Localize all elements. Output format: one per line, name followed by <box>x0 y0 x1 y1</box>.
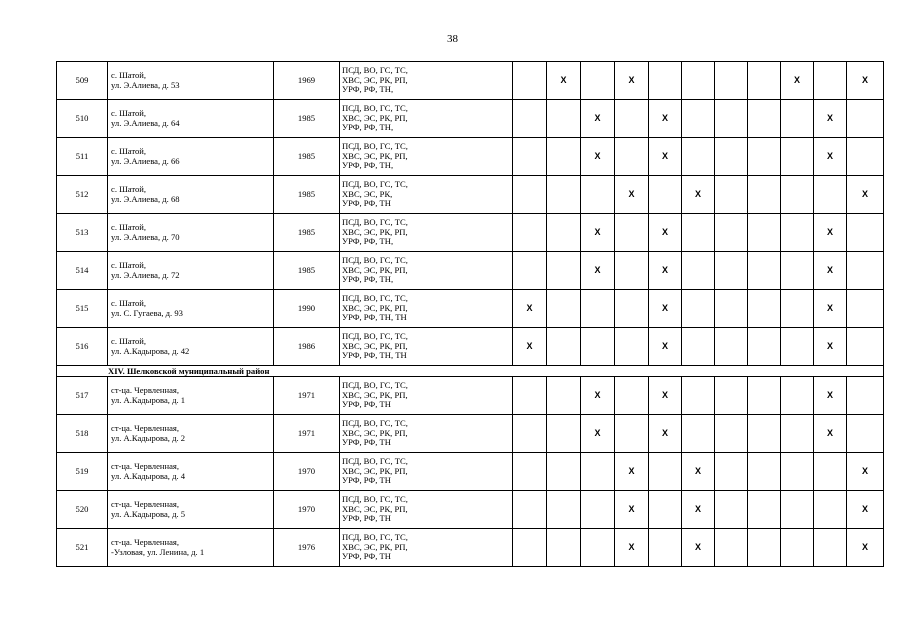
mark-empty <box>781 252 814 290</box>
mark-x: X <box>615 453 649 491</box>
table-row <box>57 328 884 366</box>
mark-empty <box>748 138 781 176</box>
mark-x: X <box>615 491 649 529</box>
mark-empty <box>615 415 649 453</box>
mark-empty <box>781 100 814 138</box>
works-line: ХВС, ЭС, РК, РП, <box>342 340 408 351</box>
row-number: 514 <box>57 252 108 290</box>
row-number: 511 <box>57 138 108 176</box>
mark-empty <box>615 100 649 138</box>
mark-empty <box>814 491 847 529</box>
works-line: ПСД, ВО, ГС, ТС, <box>342 255 408 266</box>
mark-empty <box>814 529 847 567</box>
row-number: 518 <box>57 415 108 453</box>
works-cell <box>340 214 513 252</box>
works-line: ПСД, ВО, ГС, ТС, <box>342 65 408 76</box>
mark-x: X <box>847 529 884 567</box>
address-line: ул. А.Кадырова, д. 1 <box>111 394 186 405</box>
mark-empty <box>547 100 581 138</box>
address-line: ст-ца. Червленная, <box>111 422 179 433</box>
works-line: ПСД, ВО, ГС, ТС, <box>342 331 408 342</box>
mark-empty <box>748 100 781 138</box>
mark-empty <box>781 529 814 567</box>
row-number: 521 <box>57 529 108 567</box>
mark-empty <box>715 290 748 328</box>
mark-empty <box>748 328 781 366</box>
mark-empty <box>581 176 615 214</box>
year-cell: 1985 <box>274 214 340 252</box>
mark-empty <box>615 377 649 415</box>
mark-empty <box>748 529 781 567</box>
row-number: 516 <box>57 328 108 366</box>
works-line: ПСД, ВО, ГС, ТС, <box>342 380 408 391</box>
mark-empty <box>547 415 581 453</box>
mark-x: X <box>682 491 715 529</box>
works-line: ПСД, ВО, ГС, ТС, <box>342 217 408 228</box>
mark-empty <box>814 176 847 214</box>
row-number: 517 <box>57 377 108 415</box>
address-line: с. Шатой, <box>111 335 147 346</box>
address-cell <box>108 252 274 290</box>
year-cell: 1985 <box>274 176 340 214</box>
mark-x: X <box>814 214 847 252</box>
mark-empty <box>748 176 781 214</box>
year-cell: 1976 <box>274 529 340 567</box>
mark-x: X <box>814 252 847 290</box>
address-cell <box>108 328 274 366</box>
mark-empty <box>814 62 847 100</box>
mark-empty <box>615 328 649 366</box>
registry-table <box>56 61 884 567</box>
mark-empty <box>649 176 682 214</box>
mark-x: X <box>814 290 847 328</box>
year-cell: 1985 <box>274 100 340 138</box>
address-line: ул. А.Кадырова, д. 42 <box>111 345 190 356</box>
mark-x: X <box>814 415 847 453</box>
mark-empty <box>513 529 547 567</box>
address-line: с. Шатой, <box>111 69 147 80</box>
mark-empty <box>781 453 814 491</box>
mark-x: X <box>581 100 615 138</box>
works-line: УРФ, РФ, ТН, <box>342 122 394 133</box>
mark-empty <box>513 176 547 214</box>
mark-empty <box>814 453 847 491</box>
mark-empty <box>781 491 814 529</box>
row-number: 513 <box>57 214 108 252</box>
mark-empty <box>547 176 581 214</box>
works-line: ХВС, ЭС, РК, РП, <box>342 150 408 161</box>
address-line: ул. Э.Алиева, д. 53 <box>111 79 180 90</box>
mark-empty <box>715 453 748 491</box>
table-row <box>57 138 884 176</box>
works-line: ХВС, ЭС, РК, РП, <box>342 541 408 552</box>
mark-empty <box>781 214 814 252</box>
address-cell <box>108 214 274 252</box>
mark-empty <box>715 62 748 100</box>
address-line: ул. Э.Алиева, д. 72 <box>111 269 180 280</box>
table-row <box>57 100 884 138</box>
mark-empty <box>682 377 715 415</box>
mark-x: X <box>682 453 715 491</box>
mark-empty <box>847 377 884 415</box>
mark-empty <box>781 377 814 415</box>
address-line: ул. А.Кадырова, д. 4 <box>111 470 186 481</box>
works-cell <box>340 491 513 529</box>
address-line: ул. Э.Алиева, д. 64 <box>111 117 180 128</box>
works-cell <box>340 252 513 290</box>
works-line: УРФ, РФ, ТН, <box>342 84 394 95</box>
mark-empty <box>847 214 884 252</box>
address-line: ул. Э.Алиева, д. 70 <box>111 231 180 242</box>
address-line: ул. Э.Алиева, д. 68 <box>111 193 180 204</box>
mark-empty <box>682 62 715 100</box>
works-cell <box>340 176 513 214</box>
mark-empty <box>682 214 715 252</box>
address-cell <box>108 453 274 491</box>
works-line: ПСД, ВО, ГС, ТС, <box>342 179 408 190</box>
mark-empty <box>547 328 581 366</box>
works-line: ХВС, ЭС, РК, РП, <box>342 389 408 400</box>
address-line: ст-ца. Червленная, <box>111 498 179 509</box>
mark-empty <box>649 62 682 100</box>
works-line: УРФ, РФ, ТН <box>342 198 391 209</box>
address-cell <box>108 415 274 453</box>
table-row <box>57 62 884 100</box>
mark-empty <box>715 252 748 290</box>
mark-empty <box>682 100 715 138</box>
row-number: 509 <box>57 62 108 100</box>
year-cell: 1971 <box>274 415 340 453</box>
works-cell <box>340 453 513 491</box>
address-line: ул. С. Гугаева, д. 93 <box>111 307 183 318</box>
works-cell <box>340 377 513 415</box>
table-row <box>57 252 884 290</box>
mark-empty <box>581 491 615 529</box>
mark-empty <box>715 415 748 453</box>
mark-empty <box>682 290 715 328</box>
address-line: с. Шатой, <box>111 183 147 194</box>
mark-empty <box>547 290 581 328</box>
mark-empty <box>748 252 781 290</box>
address-cell <box>108 138 274 176</box>
mark-x: X <box>513 290 547 328</box>
mark-x: X <box>615 62 649 100</box>
table-row <box>57 377 884 415</box>
works-line: ПСД, ВО, ГС, ТС, <box>342 293 408 304</box>
mark-empty <box>748 214 781 252</box>
works-cell <box>340 62 513 100</box>
mark-empty <box>715 176 748 214</box>
mark-empty <box>649 529 682 567</box>
mark-empty <box>513 214 547 252</box>
works-cell <box>340 415 513 453</box>
works-cell <box>340 328 513 366</box>
mark-empty <box>615 138 649 176</box>
mark-empty <box>715 377 748 415</box>
section-header-row <box>57 366 884 377</box>
table-row <box>57 453 884 491</box>
mark-x: X <box>847 491 884 529</box>
year-cell: 1985 <box>274 138 340 176</box>
mark-x: X <box>615 176 649 214</box>
works-line: УРФ, РФ, ТН, <box>342 160 394 171</box>
works-line: ХВС, ЭС, РК, <box>342 188 393 199</box>
table-row <box>57 529 884 567</box>
mark-empty <box>748 491 781 529</box>
works-line: УРФ, РФ, ТН <box>342 399 391 410</box>
mark-x: X <box>581 377 615 415</box>
works-line: ХВС, ЭС, РК, РП, <box>342 112 408 123</box>
mark-x: X <box>814 100 847 138</box>
mark-x: X <box>649 214 682 252</box>
mark-x: X <box>513 328 547 366</box>
mark-empty <box>682 138 715 176</box>
mark-x: X <box>781 62 814 100</box>
works-cell <box>340 100 513 138</box>
row-number: 510 <box>57 100 108 138</box>
address-cell <box>108 62 274 100</box>
address-line: с. Шатой, <box>111 221 147 232</box>
mark-x: X <box>814 377 847 415</box>
mark-x: X <box>649 328 682 366</box>
mark-x: X <box>649 415 682 453</box>
mark-empty <box>513 138 547 176</box>
mark-empty <box>547 453 581 491</box>
address-line: с. Шатой, <box>111 145 147 156</box>
mark-x: X <box>581 138 615 176</box>
works-line: ХВС, ЭС, РК, РП, <box>342 226 408 237</box>
mark-empty <box>781 138 814 176</box>
address-line: с. Шатой, <box>111 259 147 270</box>
mark-empty <box>581 453 615 491</box>
works-line: УРФ, РФ, ТН <box>342 551 391 562</box>
works-line: ХВС, ЭС, РК, РП, <box>342 427 408 438</box>
works-line: ХВС, ЭС, РК, РП, <box>342 74 408 85</box>
mark-empty <box>715 214 748 252</box>
mark-empty <box>547 214 581 252</box>
address-line: ул. А.Кадырова, д. 2 <box>111 432 186 443</box>
address-line: с. Шатой, <box>111 297 147 308</box>
mark-empty <box>715 529 748 567</box>
mark-empty <box>547 252 581 290</box>
address-cell <box>108 100 274 138</box>
row-number: 512 <box>57 176 108 214</box>
mark-empty <box>847 138 884 176</box>
works-cell <box>340 529 513 567</box>
year-cell: 1990 <box>274 290 340 328</box>
row-number: 515 <box>57 290 108 328</box>
row-number: 519 <box>57 453 108 491</box>
address-cell <box>108 290 274 328</box>
works-line: ПСД, ВО, ГС, ТС, <box>342 141 408 152</box>
works-line: УРФ, РФ, ТН, <box>342 236 394 247</box>
mark-empty <box>748 377 781 415</box>
works-cell <box>340 138 513 176</box>
mark-empty <box>682 415 715 453</box>
mark-x: X <box>814 138 847 176</box>
address-cell <box>108 529 274 567</box>
works-line: ПСД, ВО, ГС, ТС, <box>342 456 408 467</box>
works-line: УРФ, РФ, ТН, ТН <box>342 350 407 361</box>
mark-empty <box>781 176 814 214</box>
mark-x: X <box>847 62 884 100</box>
mark-x: X <box>649 100 682 138</box>
table-body <box>57 62 884 567</box>
mark-empty <box>715 138 748 176</box>
mark-empty <box>547 138 581 176</box>
mark-empty <box>715 100 748 138</box>
address-line: -Узловая, ул. Ленина, д. 1 <box>111 546 205 557</box>
table-row <box>57 491 884 529</box>
mark-empty <box>547 529 581 567</box>
mark-empty <box>513 415 547 453</box>
mark-empty <box>615 214 649 252</box>
mark-empty <box>748 415 781 453</box>
address-line: с. Шатой, <box>111 107 147 118</box>
section-title: XIV. Шелковской муниципальный район <box>57 366 884 377</box>
mark-empty <box>581 328 615 366</box>
mark-empty <box>715 328 748 366</box>
mark-empty <box>581 529 615 567</box>
table-row <box>57 415 884 453</box>
row-number: 520 <box>57 491 108 529</box>
works-line: ПСД, ВО, ГС, ТС, <box>342 418 408 429</box>
address-cell <box>108 377 274 415</box>
mark-empty <box>615 252 649 290</box>
mark-empty <box>581 290 615 328</box>
mark-x: X <box>649 252 682 290</box>
works-line: УРФ, РФ, ТН, <box>342 274 394 285</box>
mark-empty <box>847 100 884 138</box>
mark-empty <box>649 453 682 491</box>
mark-x: X <box>649 290 682 328</box>
page-number: 38 <box>447 33 458 45</box>
table-row <box>57 176 884 214</box>
mark-x: X <box>814 328 847 366</box>
works-line: ХВС, ЭС, РК, РП, <box>342 302 408 313</box>
mark-empty <box>513 252 547 290</box>
mark-empty <box>513 100 547 138</box>
works-line: ПСД, ВО, ГС, ТС, <box>342 103 408 114</box>
mark-empty <box>781 415 814 453</box>
address-line: ст-ца. Червленная, <box>111 460 179 471</box>
mark-empty <box>615 290 649 328</box>
year-cell: 1970 <box>274 491 340 529</box>
year-cell: 1971 <box>274 377 340 415</box>
mark-empty <box>581 62 615 100</box>
address-line: ст-ца. Червленная, <box>111 384 179 395</box>
mark-empty <box>847 415 884 453</box>
address-line: ст-ца. Червленная, <box>111 536 179 547</box>
mark-x: X <box>581 415 615 453</box>
mark-empty <box>748 453 781 491</box>
mark-empty <box>847 252 884 290</box>
mark-empty <box>847 290 884 328</box>
mark-empty <box>547 377 581 415</box>
address-line: ул. Э.Алиева, д. 66 <box>111 155 180 166</box>
table-row <box>57 290 884 328</box>
works-line: ХВС, ЭС, РК, РП, <box>342 503 408 514</box>
works-line: ХВС, ЭС, РК, РП, <box>342 465 408 476</box>
mark-x: X <box>649 138 682 176</box>
works-line: УРФ, РФ, ТН <box>342 475 391 486</box>
year-cell: 1969 <box>274 62 340 100</box>
mark-x: X <box>682 176 715 214</box>
works-line: УРФ, РФ, ТН <box>342 437 391 448</box>
mark-empty <box>649 491 682 529</box>
works-cell <box>340 290 513 328</box>
mark-x: X <box>581 252 615 290</box>
mark-empty <box>513 453 547 491</box>
mark-empty <box>547 491 581 529</box>
table-row <box>57 214 884 252</box>
mark-x: X <box>847 453 884 491</box>
year-cell: 1970 <box>274 453 340 491</box>
mark-empty <box>748 62 781 100</box>
address-cell <box>108 176 274 214</box>
address-line: ул. А.Кадырова, д. 5 <box>111 508 186 519</box>
mark-x: X <box>847 176 884 214</box>
mark-x: X <box>649 377 682 415</box>
address-cell <box>108 491 274 529</box>
mark-empty <box>748 290 781 328</box>
mark-empty <box>781 328 814 366</box>
mark-x: X <box>682 529 715 567</box>
mark-empty <box>847 328 884 366</box>
mark-empty <box>781 290 814 328</box>
mark-empty <box>513 377 547 415</box>
mark-empty <box>682 328 715 366</box>
mark-empty <box>513 62 547 100</box>
works-line: УРФ, РФ, ТН <box>342 513 391 524</box>
mark-x: X <box>581 214 615 252</box>
works-line: ПСД, ВО, ГС, ТС, <box>342 532 408 543</box>
mark-empty <box>682 252 715 290</box>
works-line: ХВС, ЭС, РК, РП, <box>342 264 408 275</box>
year-cell: 1986 <box>274 328 340 366</box>
mark-empty <box>715 491 748 529</box>
works-line: УРФ, РФ, ТН, ТН <box>342 312 407 323</box>
mark-empty <box>513 491 547 529</box>
mark-x: X <box>547 62 581 100</box>
mark-x: X <box>615 529 649 567</box>
works-line: ПСД, ВО, ГС, ТС, <box>342 494 408 505</box>
year-cell: 1985 <box>274 252 340 290</box>
